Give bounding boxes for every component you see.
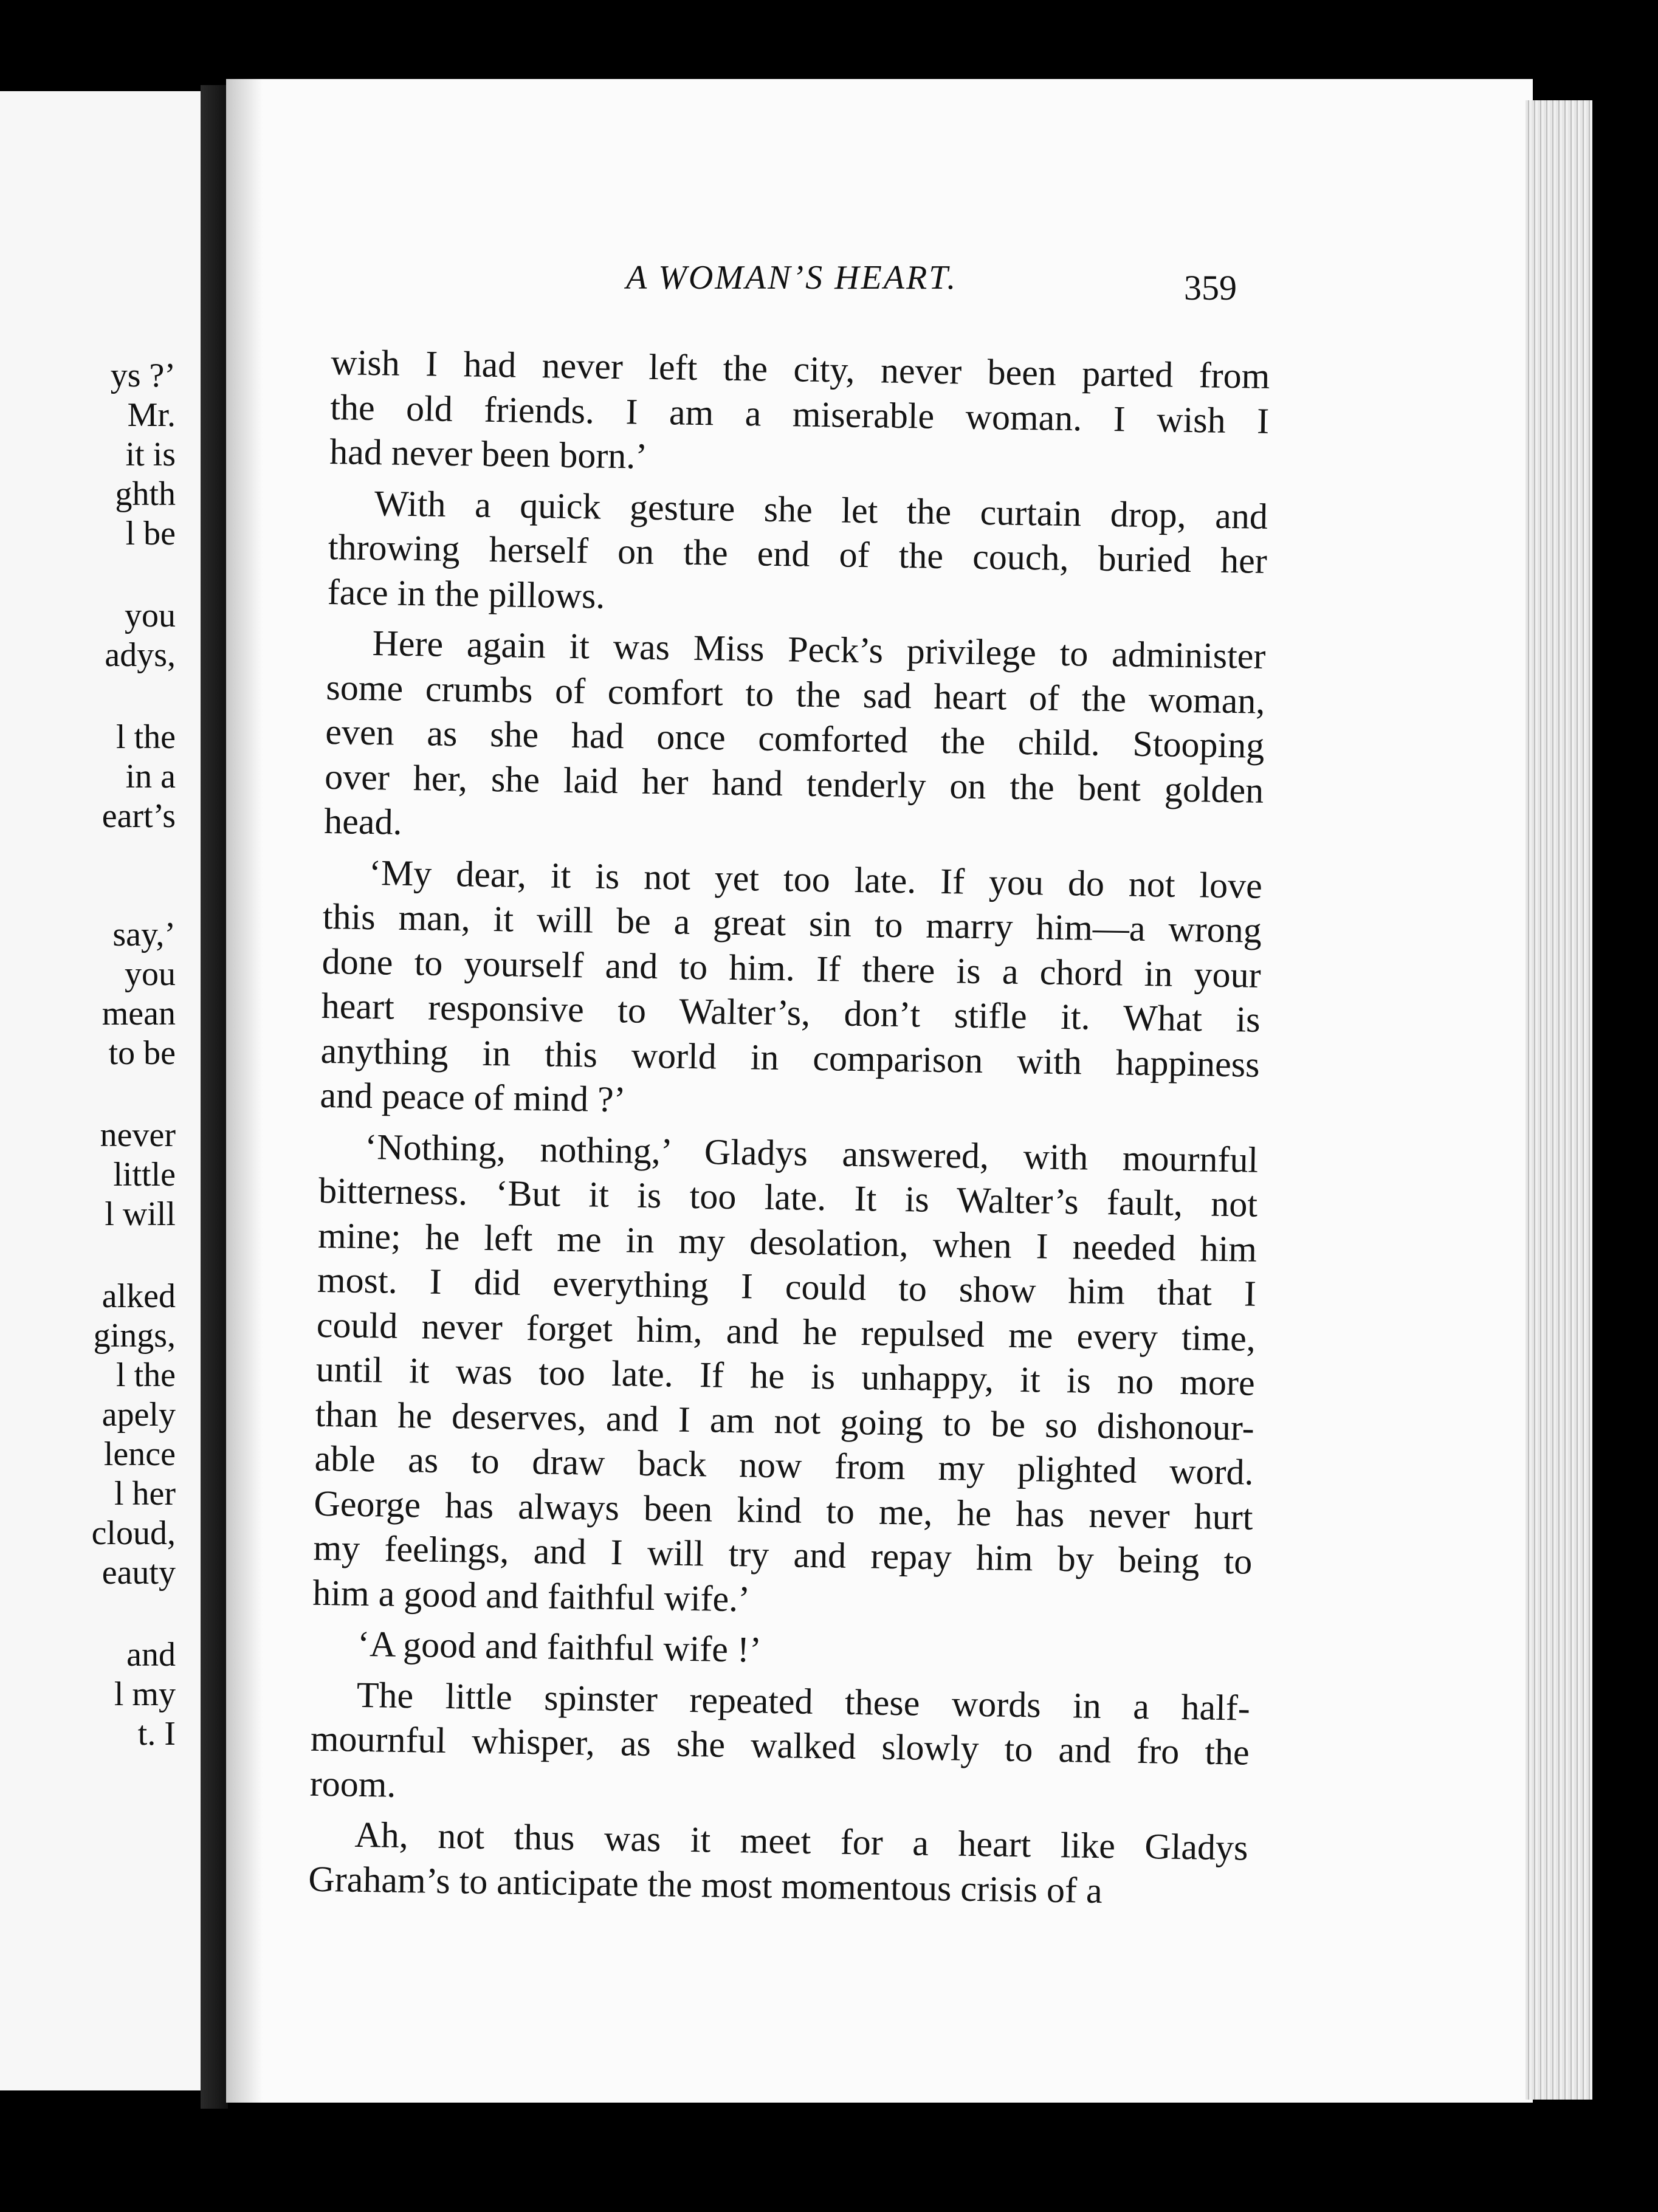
text-line: Ah, not thus was it meet for a heart like Gladys bbox=[354, 1814, 1248, 1868]
text-line: could never forget him, and he repulsed me every time, bbox=[316, 1304, 1256, 1359]
left-page-fragment: cloud, bbox=[91, 1514, 176, 1552]
left-page-fragment: apely bbox=[101, 1396, 176, 1434]
left-page-fragment: t. I bbox=[137, 1715, 176, 1753]
left-page-fragment: Mr. bbox=[127, 396, 176, 434]
left-page-fragment: l be bbox=[125, 515, 176, 552]
gutter-shadow bbox=[201, 85, 228, 2109]
left-page-fragment: lence bbox=[103, 1435, 176, 1473]
text-line: With a quick gesture she let the curtain drop, and bbox=[374, 483, 1268, 537]
text-line: ‘A good and faithful wife !’ bbox=[357, 1623, 762, 1670]
text-line: Graham’s to anticipate the most momentous crisis of a bbox=[308, 1858, 1103, 1911]
left-page-fragment: say,’ bbox=[112, 916, 176, 953]
left-page-fragment: you bbox=[125, 597, 176, 634]
left-page-fragment: mean bbox=[101, 995, 176, 1032]
paragraph bbox=[308, 1812, 1248, 1915]
text-line: this man, it will be a great sin to marry him—a wrong bbox=[322, 896, 1262, 950]
text-line: the old friends. I am a miserable woman. I wish I bbox=[329, 386, 1270, 441]
text-line: George has always been kind to me, he has never hurt bbox=[314, 1483, 1253, 1537]
text-line: even as she had once comforted the child. Stooping bbox=[325, 711, 1265, 766]
text-line: mine; he left me in my desolation, when I needed him bbox=[317, 1215, 1257, 1269]
text-line: bitterness. ‘But it is too late. It is Walter’s fault, not bbox=[318, 1170, 1258, 1224]
body-text bbox=[308, 340, 1270, 1915]
text-line: until it was too late. If he is unhappy, it is no more bbox=[315, 1348, 1256, 1403]
paragraph bbox=[320, 850, 1262, 1132]
left-facing-page bbox=[0, 91, 204, 2090]
text-line: most. I did everything I could to show him that I bbox=[317, 1259, 1257, 1314]
text-line: had never been born.’ bbox=[329, 431, 648, 476]
text-line: Here again it was Miss Peck’s privilege to administer bbox=[372, 623, 1266, 676]
left-page-fragment: l my bbox=[114, 1675, 176, 1713]
text-line: head. bbox=[323, 800, 403, 842]
text-line: him a good and faithful wife.’ bbox=[312, 1572, 751, 1619]
text-line: my feelings, and I will try and repay him by being to bbox=[313, 1527, 1253, 1582]
text-line: wish I had never left the city, never been parted from bbox=[330, 342, 1270, 396]
left-page-fragment: eart’s bbox=[101, 797, 176, 835]
paragraph bbox=[312, 1124, 1259, 1629]
left-page-fragment: ghth bbox=[115, 475, 176, 513]
left-page-fragment: alked bbox=[101, 1277, 176, 1315]
left-page-fragment: eauty bbox=[101, 1554, 176, 1592]
left-page-fragment: l the bbox=[116, 1356, 176, 1394]
left-page-fragment: adys, bbox=[105, 636, 176, 674]
left-page-fragment: l the bbox=[116, 718, 176, 756]
text-line: done to yourself and to him. If there is a chord in your bbox=[322, 941, 1262, 995]
paragraph bbox=[309, 1672, 1250, 1819]
paragraph bbox=[329, 340, 1270, 488]
paragraph bbox=[324, 620, 1266, 857]
left-page-fragment: in a bbox=[125, 758, 176, 795]
left-page-fragment: l will bbox=[105, 1195, 176, 1233]
text-line: mournful whisper, as she walked slowly to and fro the bbox=[310, 1718, 1250, 1773]
text-line: and peace of mind ?’ bbox=[320, 1074, 627, 1120]
text-line: anything in this world in comparison with happiness bbox=[320, 1030, 1260, 1085]
left-page-fragment: l her bbox=[114, 1475, 176, 1513]
text-line: than he deserves, and I am not going to be so dishonour- bbox=[315, 1393, 1255, 1448]
left-page-fragment: ys ?’ bbox=[110, 357, 176, 394]
text-line: some crumbs of comfort to the sad heart of the woman, bbox=[326, 667, 1265, 721]
text-line: throwing herself on the end of the couch, buried her bbox=[328, 526, 1268, 581]
text-line: able as to draw back now from my plighted word. bbox=[314, 1438, 1254, 1492]
left-page-fragment: to be bbox=[108, 1034, 176, 1072]
text-line: face in the pillows. bbox=[327, 571, 605, 616]
page-number: 359 bbox=[1184, 268, 1237, 307]
left-page-fragment: little bbox=[113, 1156, 176, 1194]
text-line: room. bbox=[309, 1763, 396, 1805]
text-line: heart responsive to Walter’s, don’t stifle it. What is bbox=[321, 985, 1261, 1040]
left-page-fragment: it is bbox=[125, 436, 176, 473]
paragraph bbox=[327, 480, 1268, 628]
text-line: ‘Nothing, nothing,’ Gladys answered, with mournful bbox=[364, 1126, 1259, 1180]
left-page-fragment: and bbox=[126, 1636, 176, 1674]
page-edges bbox=[1526, 100, 1592, 2100]
text-line: over her, she laid her hand tenderly on the bent golden bbox=[324, 756, 1264, 811]
running-head: A WOMAN’S HEART. bbox=[626, 259, 958, 297]
page-inner-shadow bbox=[226, 79, 263, 2103]
text-line: The little spinster repeated these words in a half- bbox=[356, 1674, 1251, 1728]
text-line: ‘My dear, it is not yet too late. If you do not love bbox=[368, 852, 1263, 906]
left-page-fragment: you bbox=[125, 955, 176, 993]
left-page-fragment: never bbox=[100, 1116, 176, 1154]
left-page-fragment: gings, bbox=[93, 1317, 176, 1355]
